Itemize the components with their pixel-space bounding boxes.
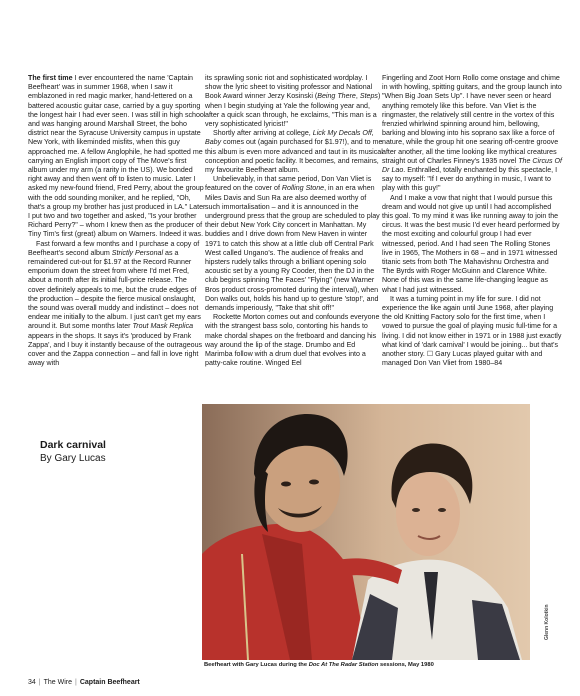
page-footer — [28, 678, 140, 687]
article-column-3 — [382, 74, 562, 369]
paragraph-text: , — [355, 92, 360, 101]
article-column-2 — [205, 74, 383, 369]
book-title: Steps — [359, 92, 378, 101]
paragraph-text: Shortly after arriving at college, — [213, 129, 313, 138]
footer-separator: | — [75, 679, 77, 686]
article-column-1 — [28, 74, 206, 369]
album-title: Lick My Decals Off, Baby — [205, 129, 374, 147]
paragraph-text: its sprawling sonic riot and sophisticated wordplay. I show the lyric sheet to visiting professor and National Book Award winner Jerzy Kosinski ( — [205, 74, 373, 101]
book-title: The Circus Of Dr Lao — [382, 156, 562, 175]
lead-in: The first time — [28, 74, 73, 82]
paragraph-text: Unbelievably, in that same period, Don Van Vliet is featured on the cover of — [205, 175, 372, 193]
paragraph — [205, 313, 383, 368]
byline: By Gary Lucas — [40, 453, 106, 464]
magazine-name: The Wire — [43, 679, 73, 686]
paragraph-text: . Enthralled, totally enchanted by this spectacle, I say to myself: "If I ever do anything in music, I want to play with this guy!" — [382, 166, 558, 193]
album-title: Strictly Personal — [111, 248, 164, 257]
photo — [202, 404, 530, 660]
section-name: Captain Beefheart — [79, 679, 140, 686]
paragraph-text: as a remaindered cut-out for $1.97 at the Record Runner emporium down the street from where I'd met Fred, about a month after its initial full-price release. The cover definitely appeals to me, but the crude edges of the production – despite the fierce musical onslaught, the sound was overall muddy and indistinct – does not endear me initially to the album. I just can't get my ears around it. But some months later — [28, 248, 201, 331]
article-headline — [40, 438, 106, 466]
paragraph-text: Rockette Morton comes out and confounds everyone with the strangest bass solo, contorting his hands to make chordal shapes on the fretboard and dancing his way around the lip of the stage. Drumbo and Ed Marimba follow with a drum duel that evolves into a patty-cake routine. Winged Eel — [205, 313, 380, 368]
album-title: Doc At The Radar Station — [308, 662, 379, 668]
caption-text: sessions, May 1980 — [378, 662, 434, 668]
paragraph-text: And I make a vow that night that I would pursue this dream and would not give up until I had accomplished this goal. To my mind it was like running away to join the circus. It was the best music I'd ever heard performed by the most exciting and colourful group I had ever witnessed, period. And I had seen The Rolling Stones live in 1965, The Mothers in 68 – and in 1971 witnessed titanic sets from both The Mahavishnu Orchestra and The Byrds with Roger McGuinn and Clarence White. None of this was in the same life-changing league as what I had just witnessed. — [382, 193, 560, 294]
article-title: Dark carnival — [40, 439, 106, 451]
paragraph-text: ) when I begin studying at Yale the following year and, after a quick scan through, he exclaims, "This man is a very sophisticated lyricist!" — [205, 92, 381, 129]
paragraph — [28, 240, 206, 369]
magazine-title: Rolling Stone — [281, 184, 325, 193]
paragraph — [205, 74, 383, 129]
paragraph — [205, 129, 383, 175]
author-bio: Gary Lucas played guitar with and managed Don Van Vliet from 1980–84 — [382, 350, 543, 368]
paragraph — [382, 295, 562, 369]
caption-text: Beefheart with Gary Lucas during the — [204, 662, 309, 668]
paragraph-text: , in an era when Miles Davis and Sun Ra are also deemed worthy of such immortalisation – and it is announced in the underground press that the group are scheduled to play their debut New York City concert in Manhattan. My buddies and I drive down from New Haven in winter 1971 to catch this show at a little club off Central Park West called Ungano's. The audience of freaks and hipsters rudely talks through a brilliant opening solo acoustic set by a young Ry Cooder, then the DJ in the club begins spinning The Faces' "Flying" (new Warner Bros product cross-promoted during the interval), when Don walks out, holds his hand up to gesture 'stop!', and demands imperiously, "Take that shit off!" — [205, 184, 380, 313]
paragraph — [205, 175, 383, 313]
paragraph-text: appears in the shops. It says it's 'produced by Frank Zappa', and I buy it instantly because of the outrageous cover and the Zappa connection – and fall in love right away with — [28, 331, 203, 368]
photo-caption — [204, 661, 534, 669]
photo-credit: Glenn Kolotkin — [544, 604, 550, 640]
end-mark-icon: ☐ — [426, 351, 434, 359]
page-number: 34 — [28, 679, 36, 686]
paragraph-text: Fast forward a few months and I purchase a copy of Beefheart's second album — [28, 239, 200, 257]
paragraph-text: Fingerling and Zoot Horn Rollo come onstage and chime in with howling, spitting guitars, and the group launch into "When Big Joan Sets Up". I have never seen or heard anything remotely like this before. Van Vliet is the ringmaster, the relatively still centre in the vortex of this frenzied whirlwind spinning around him, bellowing, barking and blowing into his soprano sax like a force of nature, while the group hit one searing off-centre groove after another, all the time looking like mythical creatures straight out of Charles Finney's 1935 novel — [382, 74, 562, 165]
book-title: Being There — [317, 92, 356, 101]
photo-illustration — [202, 404, 530, 660]
paragraph — [382, 74, 562, 194]
paragraph — [382, 194, 562, 295]
footer-separator: | — [38, 679, 41, 686]
album-title: Trout Mask Replica — [132, 322, 194, 331]
paragraph-text: I ever encountered the name 'Captain Beefheart' was in summer 1968, when I saw it emblazoned in red magic marker, hand-lettered on a battered acoustic guitar case, carried by a guy sporting the longest hair I had ever seen. I was still in high school and was hanging around Marshall Street, the boho district near the Syracuse University campus in upstate New York, with likeminded misfits, when this guy approached me. A fellow Anglophile, he had spotted me carrying an English import copy of The Move's first album under my arm (a rarity in the US). We bonded right away and then went off to listen to music. Later I asked my new-found friend, Fred Perry, about the group with the odd sounding moniker, and he replied, "Oh, that's a group my brother has just produced in LA." Later I put two and two together and asked, "Is your brother Richard Perry?" – whom I knew then as the producer of Tiny Tim's first (great) album on Warners. Indeed it was. — [28, 74, 206, 239]
paragraph-text: It was a turning point in my life for sure. I did not experience the like again until June 1968, after playing the old Knitting Factory solo for the first time, when I vowed to pursue the goal of playing music full-time for a living. I did not know either in 1971 or in 1988 just exactly what kind of 'dark carnival' I would be joining... but that's another story. — [382, 294, 562, 359]
paragraph-text: comes out (again purchased for $1.97!), and to me this album is even more advanced and taut in its musical conception and poetic facility. It becomes, and remains, my favourite Beefheart album. — [205, 138, 383, 175]
paragraph — [28, 74, 206, 240]
